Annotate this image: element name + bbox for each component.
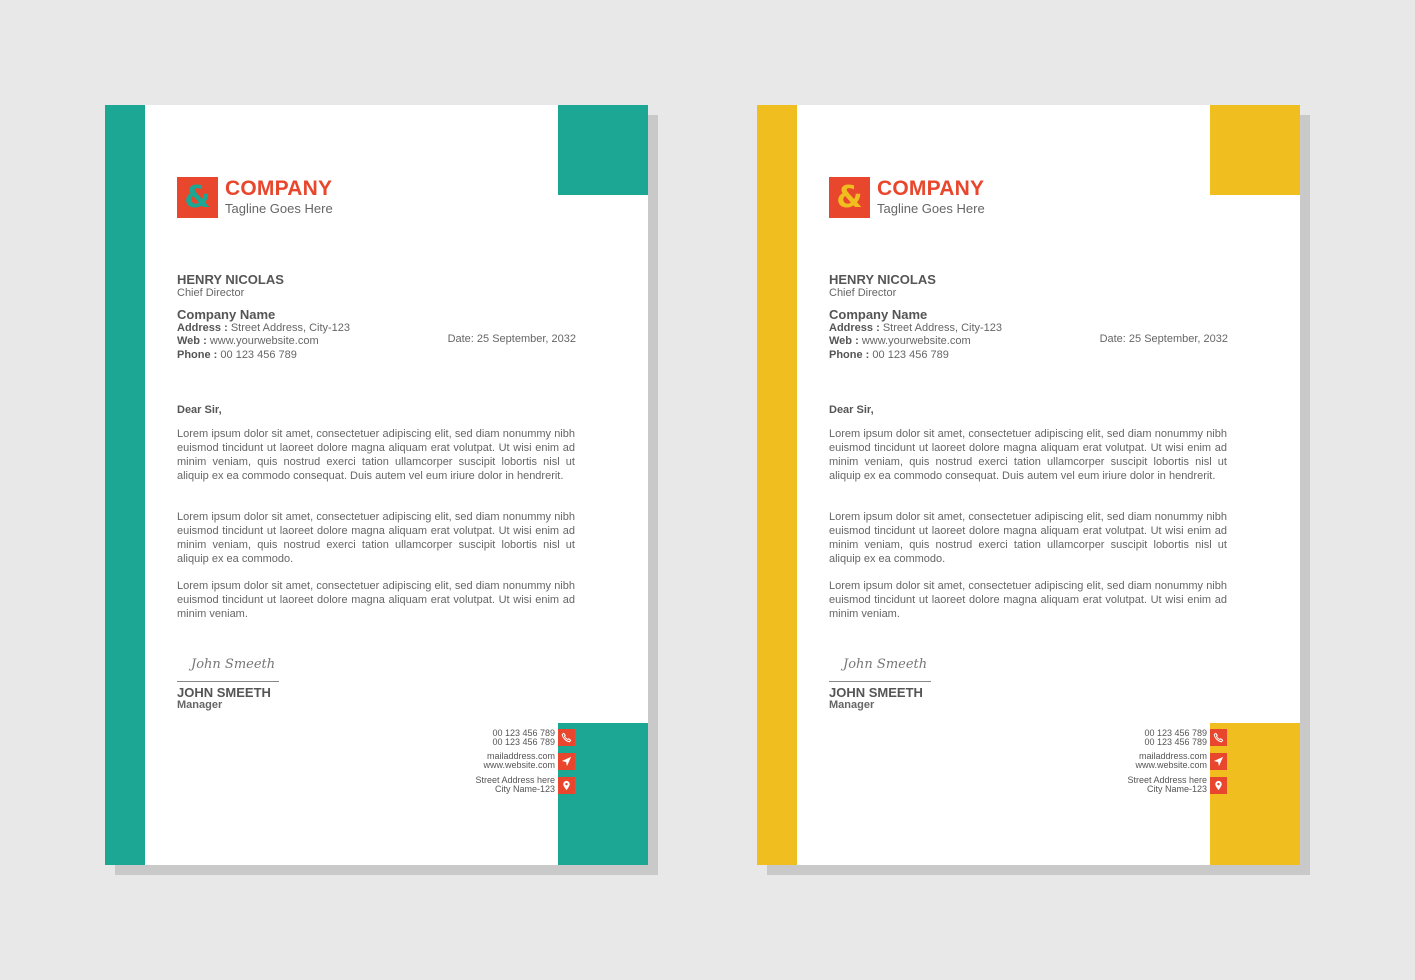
- salutation: Dear Sir,: [177, 404, 222, 416]
- signer-name: JOHN SMEETH: [177, 685, 271, 700]
- web-value: www.yourwebsite.com: [861, 335, 971, 347]
- signer-role: Manager: [829, 699, 875, 711]
- body-paragraph: Lorem ipsum dolor sit amet, consectetuer adipiscing elit, sed diam nonummy nibh euismod tincidunt ut laoreet dolore magna aliquam erat volutpat. Ut wisi enim ad minim veniam, quis nostrud exerci tation ullamcorper suscipit lobortis nisl ut aliquip ex ea commodo consequat. Duis autem vel eum iriure dolor in hendrerit.: [829, 428, 1227, 482]
- phone-label: Phone :: [177, 349, 218, 361]
- web-line: [829, 335, 971, 347]
- contact-website: www.website.com: [483, 760, 555, 770]
- ampersand-logo-icon: &: [184, 179, 211, 215]
- contact-website: www.website.com: [1135, 760, 1207, 770]
- company-title: COMPANY: [225, 177, 333, 200]
- contact-phone-1: 00 123 456 789: [492, 728, 555, 738]
- send-icon: [558, 753, 575, 770]
- address-line: [177, 322, 350, 334]
- letter-date: Date: 25 September, 2032: [1099, 333, 1228, 345]
- send-icon: [1210, 753, 1227, 770]
- letter-date: Date: 25 September, 2032: [447, 333, 576, 345]
- company-title: COMPANY: [877, 177, 985, 200]
- contact-email: mailaddress.com: [486, 751, 555, 761]
- recipient-company-name: Company Name: [829, 307, 928, 322]
- contact-phone-2: 00 123 456 789: [1144, 737, 1207, 747]
- contact-web: [1135, 752, 1207, 770]
- address-line: [829, 322, 1002, 334]
- signature-line: [177, 681, 279, 682]
- accent-sidebar: [105, 105, 145, 865]
- contact-phone-2: 00 123 456 789: [492, 737, 555, 747]
- contact-address: [475, 776, 555, 794]
- address-value: Street Address, City-123: [882, 322, 1003, 334]
- recipient-company-name: Company Name: [177, 307, 276, 322]
- contact-city: City Name-123: [1146, 784, 1207, 794]
- body-paragraph: Lorem ipsum dolor sit amet, consectetuer adipiscing elit, sed diam nonummy nibh euismod tincidunt ut laoreet dolore magna aliquam erat volutpat. Ut wisi enim ad minim veniam.: [177, 580, 575, 620]
- address-label: Address :: [829, 322, 880, 334]
- letterhead: [757, 105, 1300, 865]
- web-value: www.yourwebsite.com: [209, 335, 319, 347]
- location-pin-icon: [558, 777, 575, 794]
- company-tagline: Tagline Goes Here: [225, 201, 333, 216]
- address-value: Street Address, City-123: [230, 322, 351, 334]
- phone-label: Phone :: [829, 349, 870, 361]
- contact-web: [483, 752, 555, 770]
- phone-line: [829, 349, 949, 361]
- contact-city: City Name-123: [494, 784, 555, 794]
- location-pin-icon: [1210, 777, 1227, 794]
- phone-value: 00 123 456 789: [872, 349, 949, 361]
- company-logo: [829, 177, 870, 218]
- accent-corner-top: [558, 105, 648, 195]
- salutation: Dear Sir,: [829, 404, 874, 416]
- letterhead: [105, 105, 648, 865]
- contact-phone-1: 00 123 456 789: [1144, 728, 1207, 738]
- contact-phones: [1144, 729, 1207, 747]
- body-paragraph: Lorem ipsum dolor sit amet, consectetuer adipiscing elit, sed diam nonummy nibh euismod tincidunt ut laoreet dolore magna aliquam erat volutpat. Ut wisi enim ad minim veniam, quis nostrud exerci tation ullamcorper suscipit lobortis nisl ut aliquip ex ea commodo consequat. Duis autem vel eum iriure dolor in hendrerit.: [177, 428, 575, 482]
- contact-address: [1127, 776, 1207, 794]
- body-paragraph: Lorem ipsum dolor sit amet, consectetuer adipiscing elit, sed diam nonummy nibh euismod tincidunt ut laoreet dolore magna aliquam erat volutpat. Ut wisi enim ad minim veniam, quis nostrud exerci tation ullamcorper suscipit lobortis nisl ut aliquip ex ea commodo.: [829, 511, 1227, 565]
- accent-corner-top: [1210, 105, 1300, 195]
- contact-street: Street Address here: [475, 775, 555, 785]
- contact-email: mailaddress.com: [1138, 751, 1207, 761]
- web-label: Web :: [829, 335, 859, 347]
- sender-role: Chief Director: [177, 287, 245, 299]
- handwritten-signature: John Smeeth: [191, 657, 276, 672]
- sender-role: Chief Director: [829, 287, 897, 299]
- handwritten-signature: John Smeeth: [843, 657, 928, 672]
- web-label: Web :: [177, 335, 207, 347]
- address-label: Address :: [177, 322, 228, 334]
- signer-role: Manager: [177, 699, 223, 711]
- signer-name: JOHN SMEETH: [829, 685, 923, 700]
- company-tagline: Tagline Goes Here: [877, 201, 985, 216]
- accent-sidebar: [757, 105, 797, 865]
- contact-phones: [492, 729, 555, 747]
- letterhead-sheet: [105, 105, 648, 865]
- letterhead-sheet: [757, 105, 1300, 865]
- body-paragraph: Lorem ipsum dolor sit amet, consectetuer adipiscing elit, sed diam nonummy nibh euismod tincidunt ut laoreet dolore magna aliquam erat volutpat. Ut wisi enim ad minim veniam, quis nostrud exerci tation ullamcorper suscipit lobortis nisl ut aliquip ex ea commodo.: [177, 511, 575, 565]
- sender-name: HENRY NICOLAS: [829, 272, 936, 287]
- phone-icon: [1210, 729, 1227, 746]
- contact-street: Street Address here: [1127, 775, 1207, 785]
- phone-line: [177, 349, 297, 361]
- phone-value: 00 123 456 789: [220, 349, 297, 361]
- web-line: [177, 335, 319, 347]
- body-paragraph: Lorem ipsum dolor sit amet, consectetuer adipiscing elit, sed diam nonummy nibh euismod tincidunt ut laoreet dolore magna aliquam erat volutpat. Ut wisi enim ad minim veniam.: [829, 580, 1227, 620]
- sender-name: HENRY NICOLAS: [177, 272, 284, 287]
- phone-icon: [558, 729, 575, 746]
- ampersand-logo-icon: &: [836, 179, 863, 215]
- company-logo: [177, 177, 218, 218]
- signature-line: [829, 681, 931, 682]
